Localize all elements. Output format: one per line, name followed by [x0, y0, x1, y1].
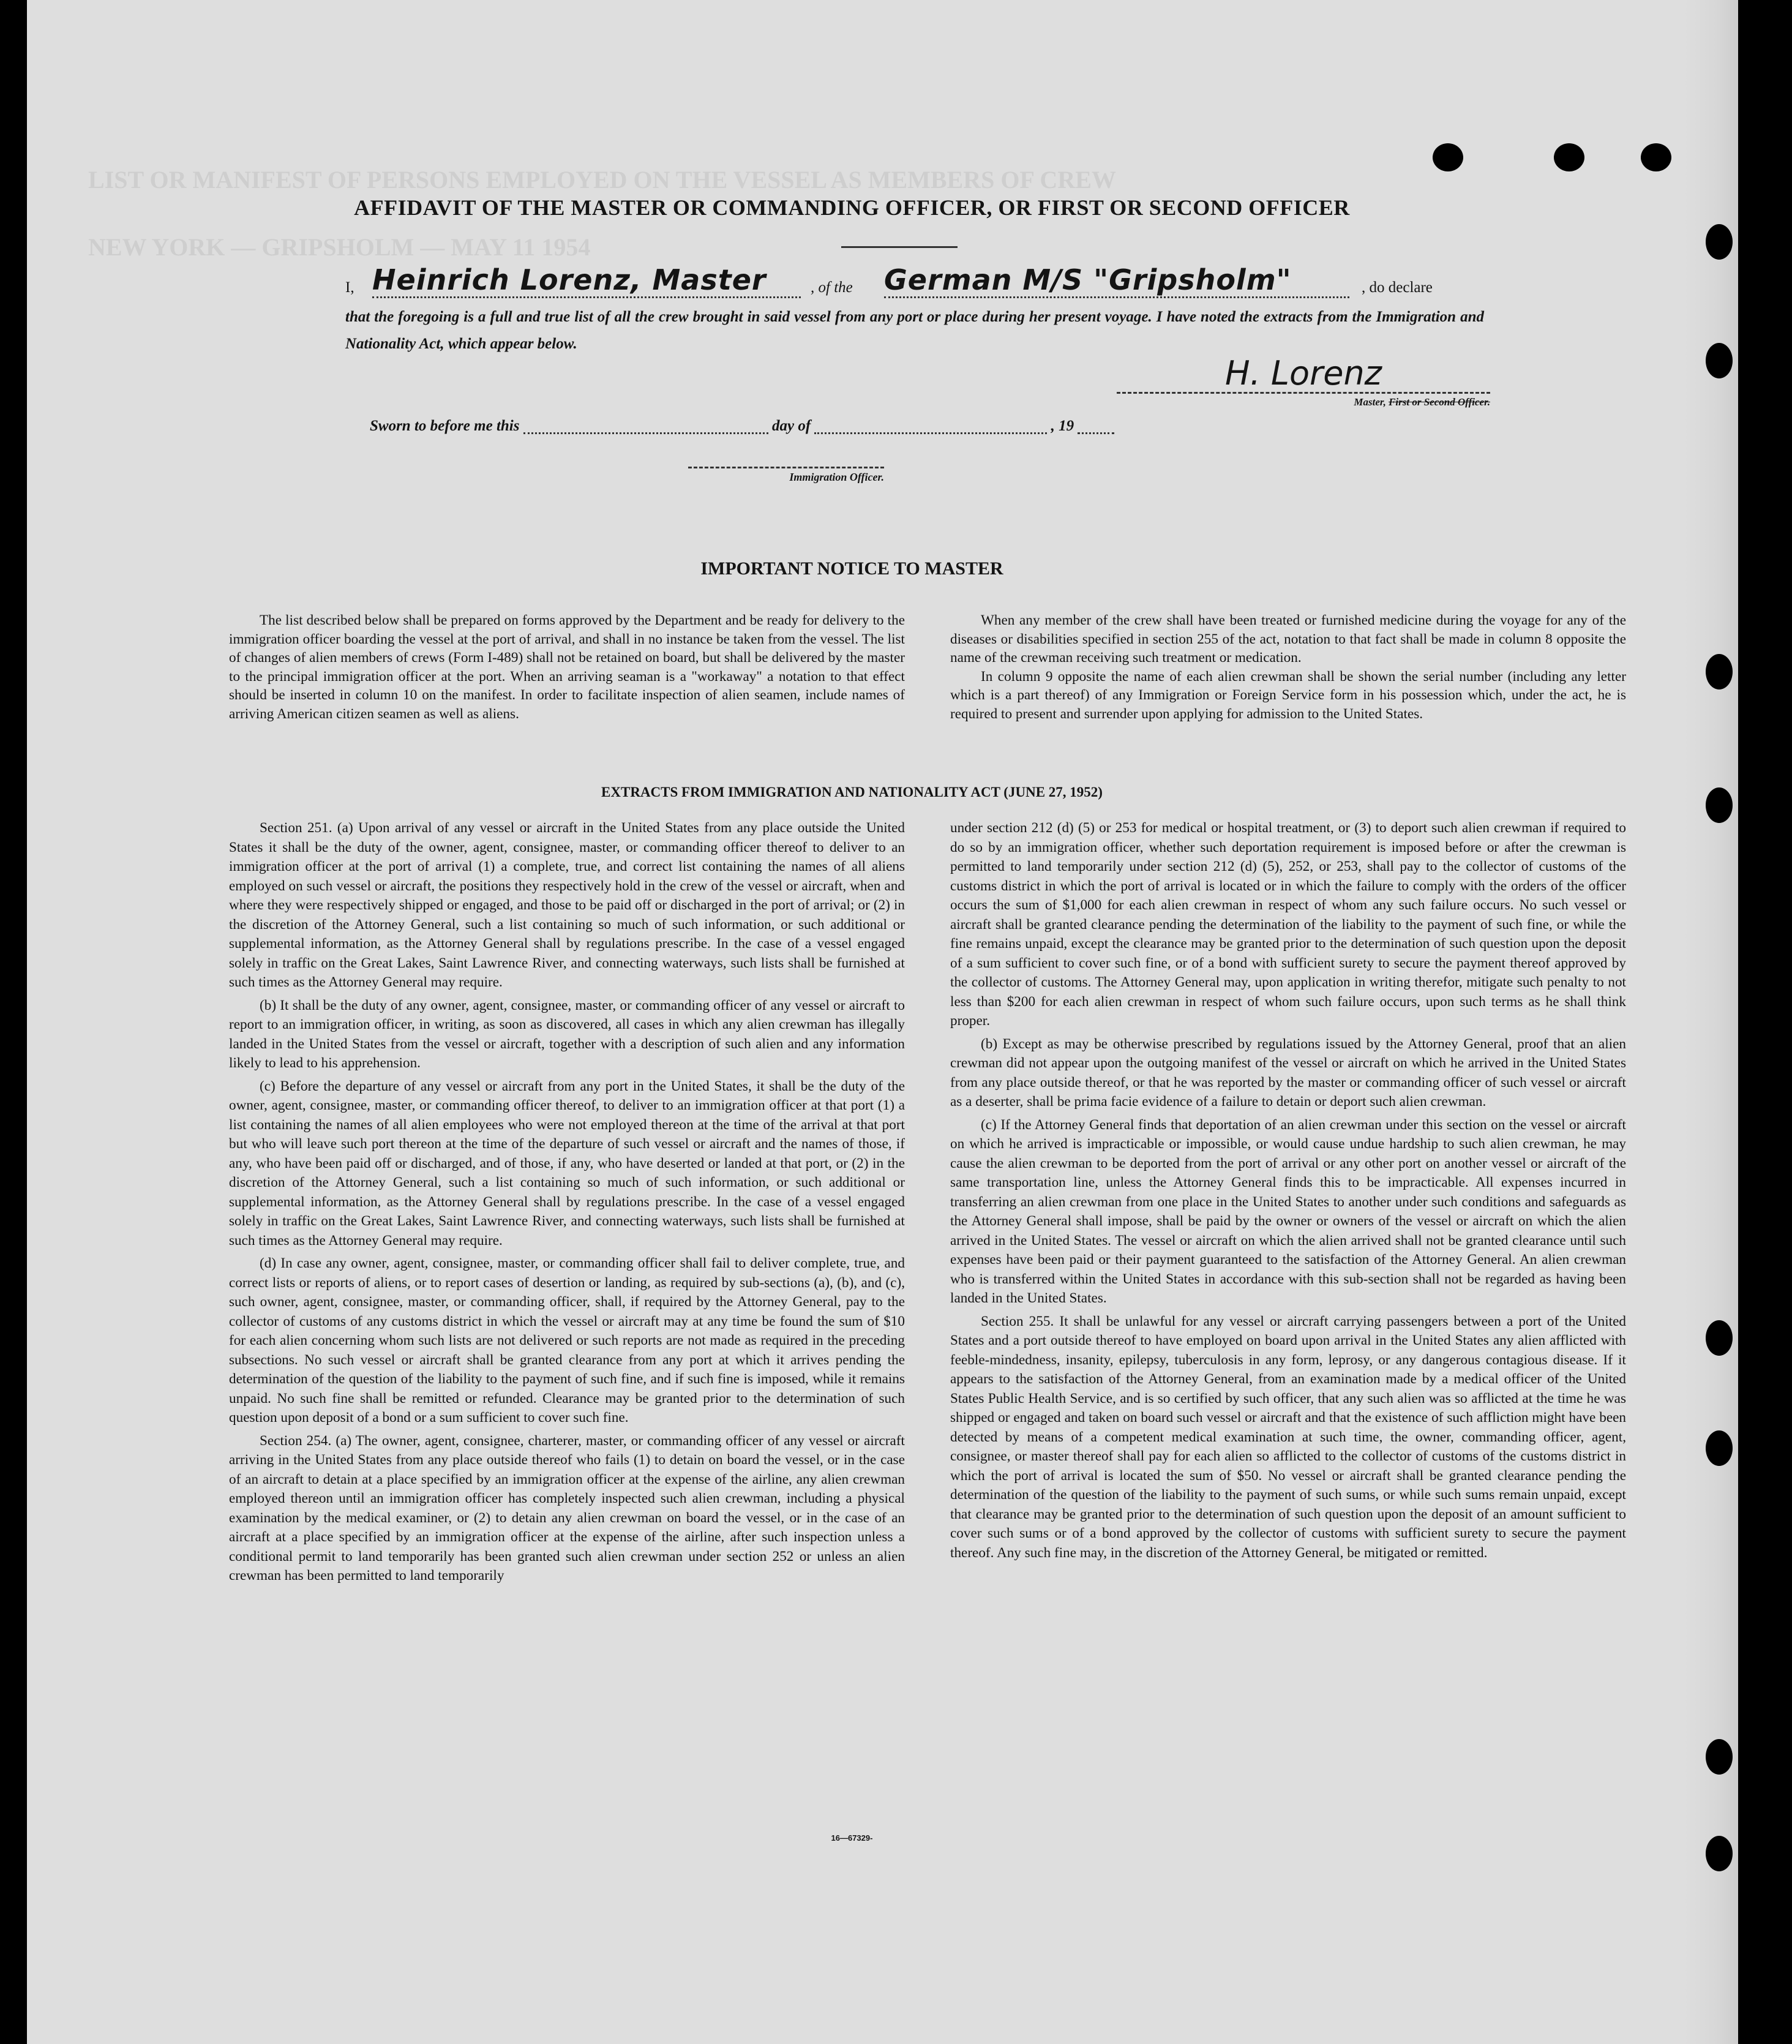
page-edge-shadow: [1683, 0, 1738, 2044]
title-divider: [841, 246, 958, 248]
punch-hole: [1433, 143, 1463, 171]
notice-left-column: [229, 611, 905, 723]
day-of-label: day of: [771, 418, 811, 434]
section-251-a: Section 251. (a) Upon arrival of any vessel or aircraft in the United States from any place outside the United States it shall be the duty of the owner, agent, consignee, master, or commanding officer thereof to deliver to an immigration officer at the port of arrival (1) a complete, true, and correct list containing the names of all aliens employed on such vessel or aircraft, the positions they respectively hold in the crew of the vessel or aircraft, when and where they were respectively shipped or engaged, and those to be paid off or discharged in the port of arrival; or (2) in the discretion of the Attorney General, such a list containing so much of such information, or such additional or supplemental information, as the Attorney General shall by regulations prescribe. In the case of a vessel engaged solely in traffic on the Great Lakes, Saint Lawrence River, and connecting waterways, such lists shall be furnished at such times as the Attorney General may require.: [229, 820, 905, 990]
year-label: , 19: [1051, 418, 1074, 434]
do-declare-label: , do declare: [1362, 279, 1433, 296]
section-254-a-continued: under section 212 (d) (5) or 253 for medical or hospital treatment, or (3) to deport such alien crewman if required to do so by an immigration officer, whether such deportation requirement is imposed before or after the crewman is permitted to land temporarily under section 212 (d) (5), 252, or 253, shall pay to the collector of customs of the customs district in which the port of arrival is located or in which the failure to comply with the orders of the officer occurs the sum of $1,000 for each alien crewman in respect of whom any such failure occurs. No such vessel or aircraft shall be granted clearance pending the determination of the liability to the payment of such fine, or while the fine remains unpaid, except the clearance may be granted prior to the determination of such question upon the deposit of a sum sufficient to cover such fine, or of a bond with sufficient surety to secure the payment thereof approved by the collector of customs. The Attorney General may, upon application in writing therefor, mitigate such penalty to not less than $200 for each alien crewman in respect of whom such failure occurs, upon such terms as he shall think proper.: [950, 820, 1626, 1029]
master-signature: H. Lorenz: [1117, 355, 1490, 394]
document-page: [27, 0, 1738, 2044]
extracts-left-column: [229, 819, 905, 1590]
punch-hole: [1706, 1836, 1733, 1871]
notice-right-column: [950, 611, 1626, 723]
bleed-through-text: NEW YORK — GRIPSHOLM — MAY 11 1954: [88, 233, 591, 261]
section-255: Section 255. It shall be unlawful for any vessel or aircraft carrying passengers between a port of the United States and a port outside thereof to have employed on board upon arrival in the United States any alien afflicted with feeble-mindedness, insanity, epilepsy, tuberculosis in any form, leprosy, or any dangerous contagious disease. If it appears to the satisfaction of the Attorney General, from an examination made by a medical officer of the United States Public Health Service, and is so certified by such officer, that any such alien was so afflicted at the time he was shipped or engaged and taken on board such vessel or aircraft and that the existence of such affliction might have been detected by means of a competent medical examination at such time, the owner, commanding officer, agent, consignee, or master thereof shall pay for each alien so afflicted to the collector of customs of the customs district in which the port of arrival is located the sum of $50. No vessel or aircraft shall be granted clearance pending the determination of the question of the liability to the payment of such sums, or while such sums remain unpaid, except that clearance may be granted prior to the determination of such question upon the deposit of an amount sufficient to cover such sums or of a bond approved by the collector of customs with sufficient surety to secure the payment thereof. Any such fine may, in the discretion of the Attorney General, be mitigated or remitted.: [950, 1313, 1626, 1561]
bleed-through-text: LIST OR MANIFEST OF PERSONS EMPLOYED ON THE VESSEL AS MEMBERS OF CREW: [88, 166, 1116, 194]
section-251-c: (c) Before the departure of any vessel or aircraft from any port in the United States, it shall be the duty of the owner, agent, consignee, master, or commanding officer thereof, to deliver to an immigration officer at that port (1) a list containing the names of all alien employees who were not employed thereon at the time of the arrival at that port but who will leave such port thereon at the time of the departure of such vessel or aircraft and the names of those, if any, who have been paid off or discharged, and of those, if any, who have deserted or landed at that port, or (2) in the discretion of the Attorney General, such a list containing so much of such information, or such additional or supplemental information, as the Attorney General shall by regulations prescribe. In the case of a vessel engaged solely in traffic on the Great Lakes, Saint Lawrence River, and connecting waterways, such lists shall be furnished at such times as the Attorney General may require.: [229, 1078, 905, 1249]
sworn-year-blank: [1078, 420, 1114, 434]
punch-hole: [1706, 224, 1733, 260]
caption-master: Master,: [1354, 396, 1386, 408]
notice-paragraph: The list described below shall be prepared on forms approved by the Department and be ready for delivery to the immigration officer boarding the vessel at the port of arrival, and shall in no instance be taken from the vessel. The list of changes of alien members of crews (Form I-489) shall not be retained on board, but shall be delivered by the master to the principal immigration officer at the port. When an arriving seaman is a "workaway" a notation to that effect should be inserted in column 10 on the manifest. In order to facilitate inspection of alien seamen, include names of arriving American citizen seamen as well as aliens.: [229, 612, 905, 722]
declaration-body: that the foregoing is a full and true list of all the crew brought in said vessel from any port or place during her present voyage. I have noted the extracts from the Immigration and Nationality Act, which appear below.: [345, 309, 1484, 352]
punch-hole: [1706, 654, 1733, 689]
section-254-b: (b) Except as may be otherwise prescribed by regulations issued by the Attorney General, proof that an alien crewman did not appear upon the outgoing manifest of the vessel or aircraft on which he arrived in the United States from any place outside thereof, or that he was reported by the master or commanding officer of such vessel or aircraft as a deserter, shall be prima facie evidence of a failure to detain or deport such alien crewman.: [950, 1035, 1626, 1110]
punch-hole: [1706, 1739, 1733, 1775]
sworn-line: [370, 418, 1166, 435]
notice-paragraph: In column 9 opposite the name of each alien crewman shall be shown the serial number (including any letter which is a part thereof) of any Immigration or Foreign Service form in his possession which, under the act, he is required to present and surrender upon applying for admission to the United States.: [950, 668, 1626, 722]
affidavit-title: AFFIDAVIT OF THE MASTER OR COMMANDING OFFICER, OR FIRST OR SECOND OFFICER: [354, 195, 1350, 220]
section-254-a: Section 254. (a) The owner, agent, consignee, charterer, master, or commanding officer of any vessel or aircraft arriving in the United States from any place outside thereof who fails (1) to detain on board the vessel, or in the case of an aircraft to detain at a place specified by an immigration officer at the expense of the airline, any alien crewman employed thereon until an immigration officer has completely inspected such alien crewman, including a physical examination by the medical examiner, or (2) to detain any alien crewman on board the vessel, or in the case of an aircraft at a place specified by an immigration officer at the expense of the airline, after such inspection unless a conditional permit to land temporarily has been granted such alien crewman under section 252 or unless an alien crewman has been permitted to land temporarily: [229, 1432, 905, 1584]
section-251-b: (b) It shall be the duty of any owner, agent, consignee, master, or commanding officer of any vessel or aircraft to report to an immigration officer, in writing, as soon as discovered, all cases in which any alien crewman has illegally landed in the United States from the vessel or aircraft, together with a description of such alien and any information likely to lead to his apprehension.: [229, 997, 905, 1071]
declaration-line: [345, 263, 1484, 304]
signature-caption: [1117, 396, 1490, 408]
sworn-day-blank: [523, 420, 768, 434]
punch-hole: [1706, 787, 1733, 823]
punch-hole: [1706, 1430, 1733, 1466]
punch-hole: [1554, 143, 1584, 171]
section-254-c: (c) If the Attorney General finds that deportation of an alien crewman under this section on the vessel or aircraft on which he arrived is impracticable or impossible, or would cause undue hardship to such alien crewman, he may cause the alien crewman to be deported from the port of arrival or any other port on another vessel or aircraft of the same transportation line, unless the Attorney General finds this to be impracticable. All expenses incurred in transferring an alien crewman from one place in the United States to another under such conditions and safeguards as the Attorney General shall impose, shall be paid by the owner or owners of the vessel or aircraft on which the alien arrived in the United States. The vessel or aircraft on which the alien arrived shall not be granted clearance until such expenses have been paid or their payment guaranteed to the satisfaction of the Attorney General. An alien crewman who is transferred within the United States in accordance with this sub-section shall not be regarded as having been landed in the United States.: [950, 1116, 1626, 1306]
immigration-officer-label: Immigration Officer.: [688, 467, 884, 484]
form-number: 16—67329-: [831, 1833, 873, 1843]
notice-title: IMPORTANT NOTICE TO MASTER: [700, 558, 1003, 579]
punch-hole: [1641, 143, 1671, 171]
officer-name-field: Heinrich Lorenz, Master: [372, 263, 801, 298]
declaration-prefix: I,: [345, 279, 354, 296]
extracts-title: EXTRACTS FROM IMMIGRATION AND NATIONALITY ACT (JUNE 27, 1952): [601, 784, 1103, 800]
sworn-month-blank: [814, 420, 1047, 434]
notice-body: [229, 611, 1626, 723]
punch-hole: [1706, 343, 1733, 378]
vessel-name-field: German M/S "Gripsholm": [884, 263, 1349, 298]
punch-hole: [1706, 1320, 1733, 1356]
declaration-block: [345, 263, 1484, 358]
notice-paragraph: When any member of the crew shall have been treated or furnished medicine during the voyage for any of the diseases or disabilities specified in section 255 of the act, notation to that fact shall be made in column 8 opposite the name of the crewman receiving such treatment or medication.: [950, 612, 1626, 666]
caption-struck: First or Second Officer.: [1389, 396, 1490, 408]
section-251-d: (d) In case any owner, agent, consignee, master, or commanding officer shall fail to deliver complete, true, and correct lists or reports of aliens, or to report cases of desertion or landing, as required by sub-sections (a), (b), and (c), such owner, agent, consignee, master, or commanding officer, shall, if required by the Attorney General, pay to the collector of customs of any customs district in which the vessel or aircraft may at any time be found the sum of $10 for each alien concerning whom such lists are not delivered or such reports are not made as required in the preceding subsections. No such vessel or aircraft shall be granted clearance from any port at which it arrives pending the determination of the question of the liability to the payment of such fine, and if such fine is imposed, while it remains unpaid. No such fine shall be remitted or refunded. Clearance may be granted prior to the determination of such question upon deposit of a bond or a sum sufficient to cover such fine.: [229, 1255, 905, 1426]
extracts-body: [229, 819, 1626, 1590]
of-the-label: , of the: [811, 279, 853, 296]
sworn-label: Sworn to before me this: [370, 418, 520, 434]
extracts-right-column: [950, 819, 1626, 1590]
signature-block: [1117, 355, 1490, 408]
